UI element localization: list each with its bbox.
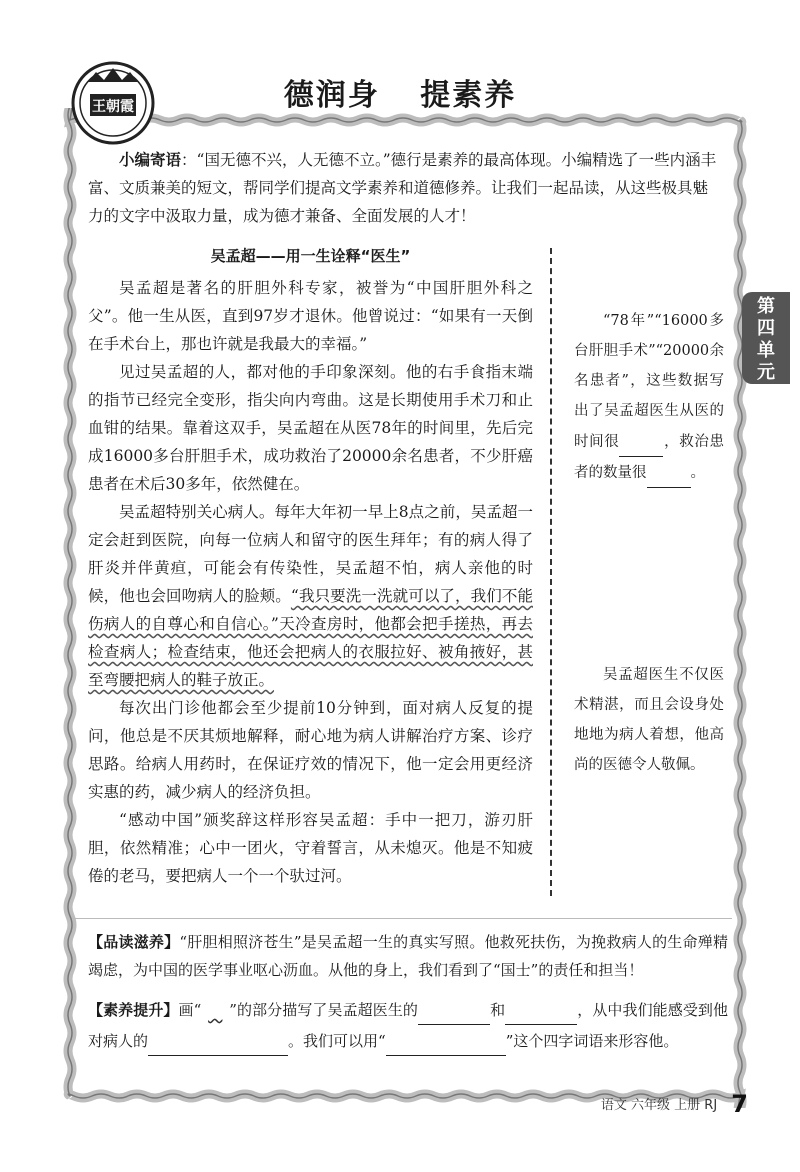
article-title: 吴孟超——用一生诠释“医生” <box>210 247 411 265</box>
note-text: 。 <box>690 465 705 481</box>
paragraph-text: 吴孟超特别关心病人。每年大年初一早上8点之前，吴孟超一定会赶到医院，向每一位病人和留守的医生拜年；有的病人得了肝炎并伴黄疸，可能会有传染性，吴孟超不怕，病人亲他的时候，他也会回吻病人的脸颊。 <box>88 503 533 605</box>
suyang-section <box>88 994 728 1056</box>
answer-blank[interactable] <box>647 457 691 488</box>
editor-intro <box>88 146 718 230</box>
answer-blank[interactable] <box>418 994 490 1025</box>
article-paragraph: 吴孟超是著名的肝胆外科专家，被誉为“中国肝胆外科之父”。他一生从医，直到97岁才退休。他曾说过：“如果有一天倒在手术台上，那也许就是我最大的幸福。” <box>88 279 533 353</box>
suyang-text: 和 <box>490 1001 506 1019</box>
wavy-line-mark <box>201 995 229 1025</box>
intro-text: ：“国无德不兴，人无德不立。”德行是素养的最高体现。小编精选了一些内涵丰富、文质兼美的短文，帮同学们提高文学素养和道德修养。让我们一起品读，从这些极具魅力的文字中汲取力量，成为德才兼备、全面发展的人才！ <box>88 151 717 225</box>
pindu-section <box>88 928 728 984</box>
intro-label: 小编寄语 <box>119 151 182 169</box>
unit-tab-char: 第 <box>757 296 775 317</box>
suyang-text: ”的部分描写了吴孟超医生的 <box>229 1001 418 1019</box>
unit-tab <box>742 292 790 384</box>
article <box>88 242 533 890</box>
page-title <box>0 70 800 114</box>
pindu-label: 【品读滋养】 <box>88 933 180 951</box>
answer-blank[interactable] <box>619 426 663 457</box>
side-note-2 <box>574 660 724 780</box>
footer-volume: 上册 <box>674 1098 701 1113</box>
article-paragraph <box>88 498 533 694</box>
answer-blank[interactable] <box>505 994 577 1025</box>
title-part1: 德润身 <box>283 78 380 113</box>
footer-subject: 语文 <box>600 1098 627 1113</box>
suyang-text: 。我们可以用“ <box>288 1032 386 1050</box>
article-paragraph: 见过吴孟超的人，都对他的手印象深刻。他的右手食指末端的指节已经完全变形，指尖向内弯曲。这是长期使用手术刀和止血钳的结果。靠着这双手，吴孟超在从医78年的时间里，先后完成16000多台肝胆手术，成功救治了20000余名患者，不少肝癌患者在术后30多年，依然健在。 <box>88 363 533 493</box>
side-note-1 <box>574 306 724 488</box>
suyang-label: 【素养提升】 <box>88 1001 179 1019</box>
note-text: ，救治患者的数量很 <box>574 434 725 481</box>
logo-text: 王朝霞 <box>92 99 134 115</box>
note-text: “78年”“16000多台肝胆手术”“20000余名患者”，这些数据写出了吴孟超医生从医的时间很 <box>574 313 724 450</box>
dashed-divider <box>550 248 552 896</box>
suyang-text: ”这个四字词语来形容他。 <box>505 1032 679 1050</box>
unit-tab-char: 元 <box>757 362 775 383</box>
wavy-underlined-text: “我只要洗一洗就可以了，我们不能伤病人的自尊心和自信心。”天冷查房时，他都会把手搓热，再去检查病人；检查结束，他还会把病人的衣服拉好、被角掖好，甚至弯腰把病人的鞋子放正。 <box>88 587 533 689</box>
answer-blank[interactable] <box>386 1025 506 1056</box>
suyang-text: ，从中我们能感受到他对病人的 <box>88 1001 728 1050</box>
suyang-text: 画“ <box>178 1001 202 1019</box>
page-number: 7 <box>731 1090 748 1118</box>
section-separator <box>72 918 732 919</box>
article-paragraph: “感动中国”颁奖辞这样形容吴孟超：手中一把刀，游刃肝胆，依然精准；心中一团火，守着誓言，从未熄灭。他是不知疲倦的老马，要把病人一个一个驮过河。 <box>88 811 533 885</box>
footer-grade: 六年级 <box>630 1098 670 1113</box>
answer-blank[interactable] <box>148 1025 288 1056</box>
unit-tab-char: 单 <box>757 340 775 361</box>
article-paragraph: 每次出门诊他都会至少提前10分钟到，面对病人反复的提问，他总是不厌其烦地解释，耐心地为病人讲解治疗方案、诊疗思路。给病人用药时，在保证疗效的情况下，他一定会用更经济实惠的药，减少病人的经济负担。 <box>88 699 533 801</box>
note-text: 吴孟超医生不仅医术精湛，而且会设身处地地为病人着想，他高尚的医德令人敬佩。 <box>574 667 724 773</box>
footer-edition: RJ <box>704 1098 718 1113</box>
unit-tab-char: 四 <box>757 318 775 339</box>
title-part2: 提素养 <box>420 78 517 113</box>
page-footer <box>601 1090 748 1118</box>
pindu-text: “肝胆相照济苍生”是吴孟超一生的真实写照。他救死扶伤，为挽救病人的生命殚精竭虑，为中国的医学事业呕心沥血。从他的身上，我们看到了“国士”的责任和担当！ <box>88 933 728 979</box>
